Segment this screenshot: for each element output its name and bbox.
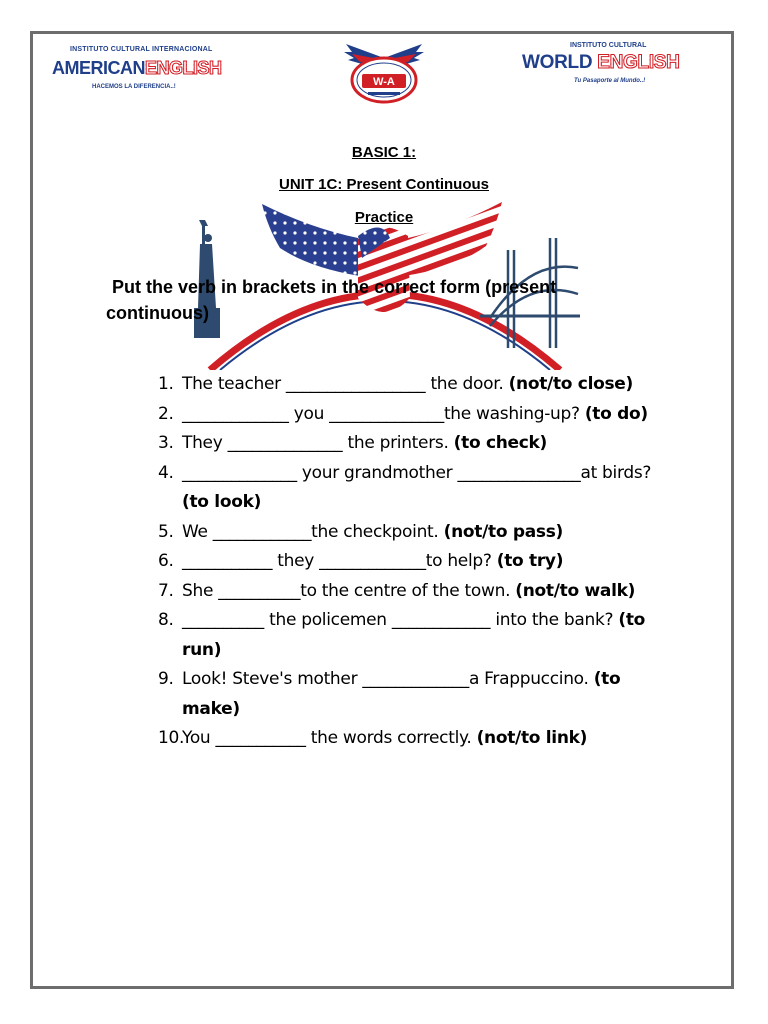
exercise-number: 7. (158, 580, 174, 601)
instruction-line-2: continuous) (106, 303, 209, 323)
emblem-letters: W-A (373, 76, 395, 88)
exercise-item (158, 547, 678, 577)
exercise-hint: (to try) (496, 551, 564, 571)
exercise-number: 6. (158, 551, 174, 571)
exercise-item (158, 400, 678, 430)
exercise-number: 9. (158, 669, 174, 689)
exercise-number: 4. (158, 462, 174, 483)
wa-emblem-logo (338, 40, 430, 110)
exercise-number: 5. (158, 521, 174, 542)
exercise-sentence: You ___________ the words correctly. (182, 728, 477, 748)
exercise-sentence: She __________to the centre of the town. (182, 580, 516, 601)
logo-right-top-text: INSTITUTO CULTURAL (570, 42, 647, 49)
logo-right-name (522, 52, 680, 74)
exercise-hint: (to do) (584, 403, 648, 424)
logo-right-tagline: Tu Pasaporte al Mundo..! (574, 78, 646, 84)
eagle-emblem-icon (338, 40, 430, 110)
instruction-line-1: Put the verb in brackets in the correct form (present (112, 277, 557, 297)
logo-left-top-text: INSTITUTO CULTURAL INTERNACIONAL (70, 46, 213, 53)
exercise-hint: (not/to walk) (515, 580, 636, 601)
exercise-item (158, 518, 678, 548)
exercise-list (158, 370, 678, 754)
logo-right-name-b: ENGLISH (597, 52, 680, 73)
exercise-item (158, 724, 678, 754)
exercise-sentence: The teacher _________________ the door. (182, 374, 509, 394)
exercise-sentence: __________ the policemen ____________ into the bank? (182, 610, 619, 630)
exercise-hint: (not/to pass) (443, 521, 563, 542)
exercise-item (158, 577, 678, 607)
american-english-logo (50, 44, 250, 100)
exercise-item (158, 606, 678, 665)
exercise-number: 8. (158, 610, 174, 630)
exercise-number: 10. (158, 728, 185, 748)
exercise-sentence: ___________ they _____________to help? (182, 551, 497, 571)
exercise-number: 2. (158, 403, 174, 424)
exercise-item (158, 665, 678, 724)
logo-left-name-a: AMERICAN (52, 58, 145, 78)
logo-left-name (52, 58, 222, 79)
exercise-item (158, 370, 678, 400)
exercise-item (158, 459, 678, 518)
level-title: BASIC 1: (351, 144, 417, 161)
unit-title: UNIT 1C: Present Continuous (278, 176, 489, 193)
exercise-number: 1. (158, 374, 174, 394)
section-title: Practice (354, 209, 414, 226)
logo-left-tagline: HACEMOS LA DIFERENCIA..! (92, 84, 176, 90)
exercise-sentence: They ______________ the printers. (182, 433, 454, 453)
exercise-hint: (not/to link) (476, 728, 588, 748)
exercise-sentence: Look! Steve's mother _____________a Frappuccino. (182, 669, 594, 689)
exercise-hint: (to look) (182, 492, 262, 512)
logo-right-name-a: WORLD (522, 52, 593, 73)
world-english-logo (518, 40, 724, 96)
exercise-instruction (106, 274, 646, 326)
exercise-number: 3. (158, 433, 174, 453)
exercise-item (158, 429, 678, 459)
exercise-hint: (not/to close) (508, 374, 633, 394)
exercise-hint: (to make) (182, 669, 621, 719)
logo-left-name-b: ENGLISH (145, 58, 222, 78)
exercise-hint: (to run) (182, 610, 646, 660)
exercise-sentence: _____________ you ______________the washing-up? (182, 403, 585, 424)
exercise-sentence: We ____________the checkpoint. (182, 521, 444, 542)
exercise-hint: (to check) (453, 433, 548, 453)
exercise-sentence: ______________ your grandmother _______________at birds? (182, 462, 652, 483)
